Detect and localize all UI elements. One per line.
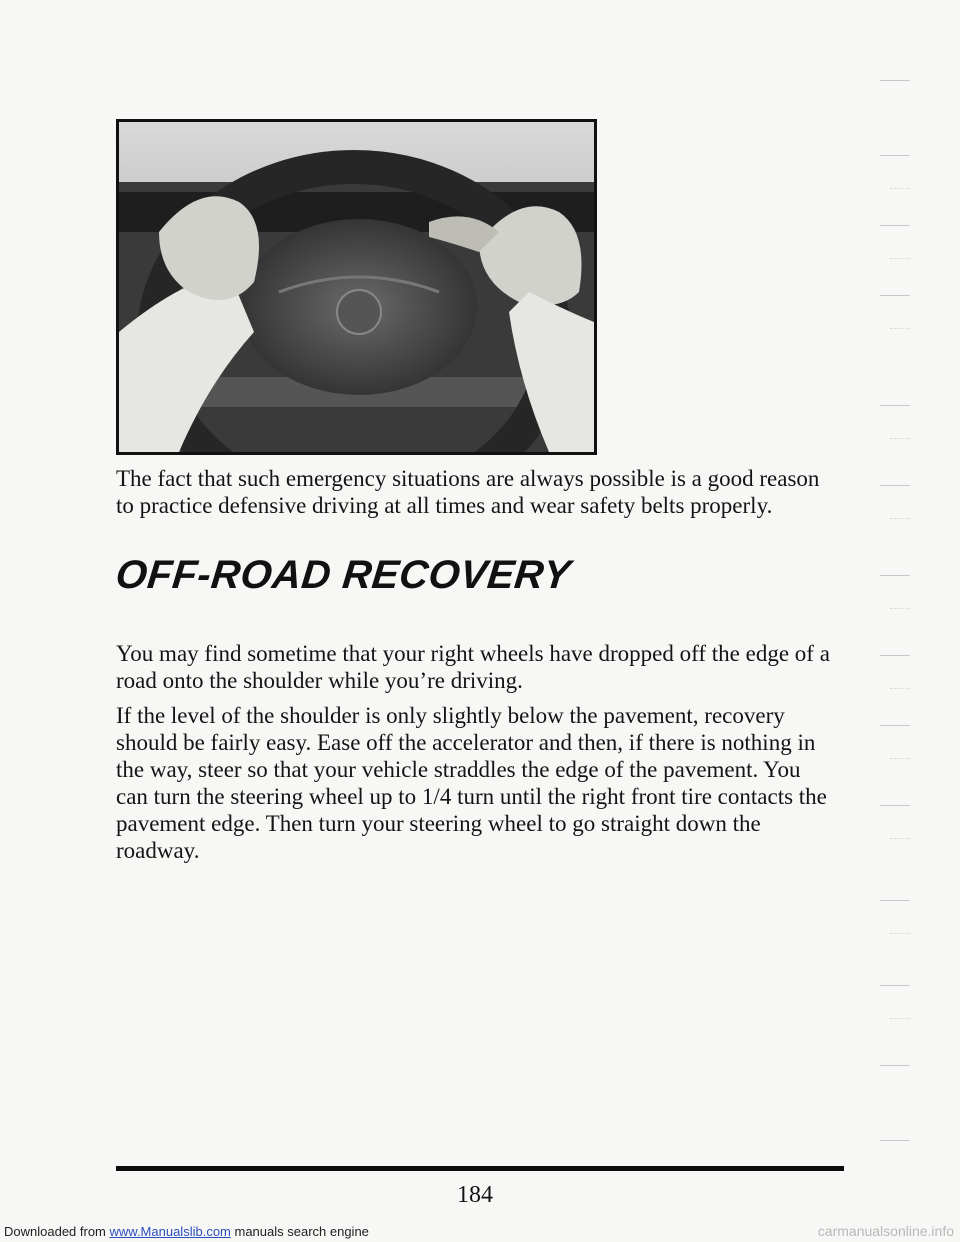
download-footer <box>0 1220 960 1242</box>
watermark-text: carmanualsonline.info <box>817 1223 954 1239</box>
page-edge-tab-marks <box>880 80 940 1140</box>
footer-suffix: manuals search engine <box>230 1224 369 1239</box>
paragraph-recovery-steps: If the level of the shoulder is only slightly below the pavement, recovery should be fairly easy. Ease off the accelerator and then, if there is nothing in the way, steer so that your vehicle straddles the edge of the pavement. You can turn the steering wheel up to 1/4 turn until the right front tire contacts the pavement edge. Then turn your steering wheel to go straight down the roadway. <box>116 703 827 863</box>
manualslib-link[interactable]: www.Manualslib.com <box>109 1224 231 1239</box>
steering-wheel-photo <box>116 119 597 455</box>
footer-rule <box>116 1166 844 1171</box>
footer-credit <box>4 1224 369 1239</box>
hands-on-wheel-illustration <box>119 122 594 452</box>
section-heading-off-road-recovery: OFF-ROAD RECOVERY <box>113 553 573 597</box>
footer-prefix: Downloaded from <box>4 1224 110 1239</box>
paragraph-wheels-dropped: You may find sometime that your right wheels have dropped off the edge of a road onto the shoulder while you’re driving. <box>116 641 830 693</box>
paragraph-defensive-driving: The fact that such emergency situations are always possible is a good reason to practice defensive driving at all times and wear safety belts properly. <box>116 466 820 518</box>
page-number: 184 <box>457 1182 493 1208</box>
